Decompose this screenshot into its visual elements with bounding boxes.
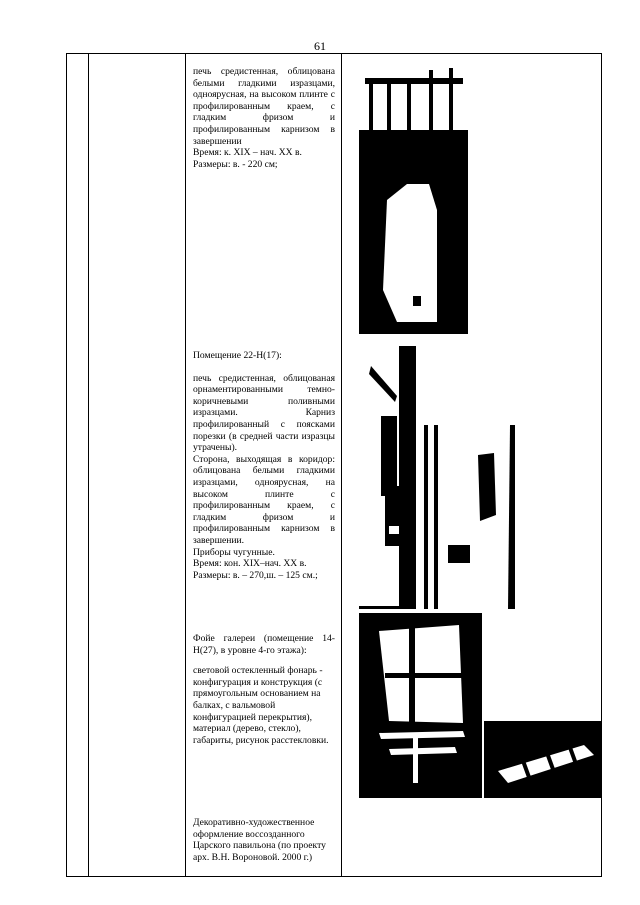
- entry-gallery-foyer: [193, 633, 335, 746]
- column-divider: [341, 54, 342, 876]
- entry-heading: Помещение 22-Н(17):: [193, 350, 282, 361]
- stove-tiled-photo: [359, 60, 468, 334]
- entry-description: печь средистенная, облицованая орнаментированными темно-коричневыми поливными изразцами. Карниз профилированный с поясками порезки (в средней части изразцы утрачены).: [193, 372, 335, 454]
- entry-devices: Приборы чугунные.: [193, 546, 275, 558]
- skylight-photo: [359, 613, 482, 798]
- entry-heading: Фойе галереи (помещение 14-Н(27), в уровне 4-го этажа):: [193, 633, 335, 656]
- stove-side-photo: [424, 425, 515, 609]
- entry-dimensions: Размеры: в. - 220 см;: [193, 158, 278, 170]
- entry-stove-white: [193, 66, 335, 170]
- stove-corner-photo: [359, 346, 416, 609]
- entry-period: Время: кон. XIX–нач. XX в.: [193, 558, 307, 570]
- page-number: 61: [314, 39, 326, 53]
- entry-description: световой остекленный фонарь - конфигурация и конструкция (с прямоугольным основанием на балках, с вальмовой конфигурацией перекрытия), материал (дерево, стекло), габариты, рисунок расстекловки.: [193, 665, 329, 746]
- skylight-detail-photo: [484, 721, 601, 798]
- column-divider: [88, 54, 89, 876]
- column-divider: [185, 54, 186, 876]
- entry-tsar-pavilion: [193, 817, 335, 863]
- entry-period: Время: к. XIX – нач. XX в.: [193, 147, 302, 159]
- entry-room-22: [193, 350, 335, 581]
- entry-description: печь средистенная, облицована белыми гладкими изразцами, одноярусная, на высоком плинте с профилированным краем, с гладким фризом и профилированным карнизом в завершении: [193, 66, 335, 147]
- entry-corridor-side: Сторона, выходящая в коридор: облицована белыми гладкими изразцами, одноярусная, на высоком плинте с профилированным краем, с гладким фризом и профилированным карнизом в завершении.: [193, 453, 335, 546]
- entry-heading: Декоративно-художественное оформление воссозданного Царского павильона (по проекту арх. В.Н. Вороновой. 2000 г.): [193, 817, 326, 863]
- entry-dimensions: Размеры: в. – 270,ш. – 125 см.;: [193, 569, 318, 581]
